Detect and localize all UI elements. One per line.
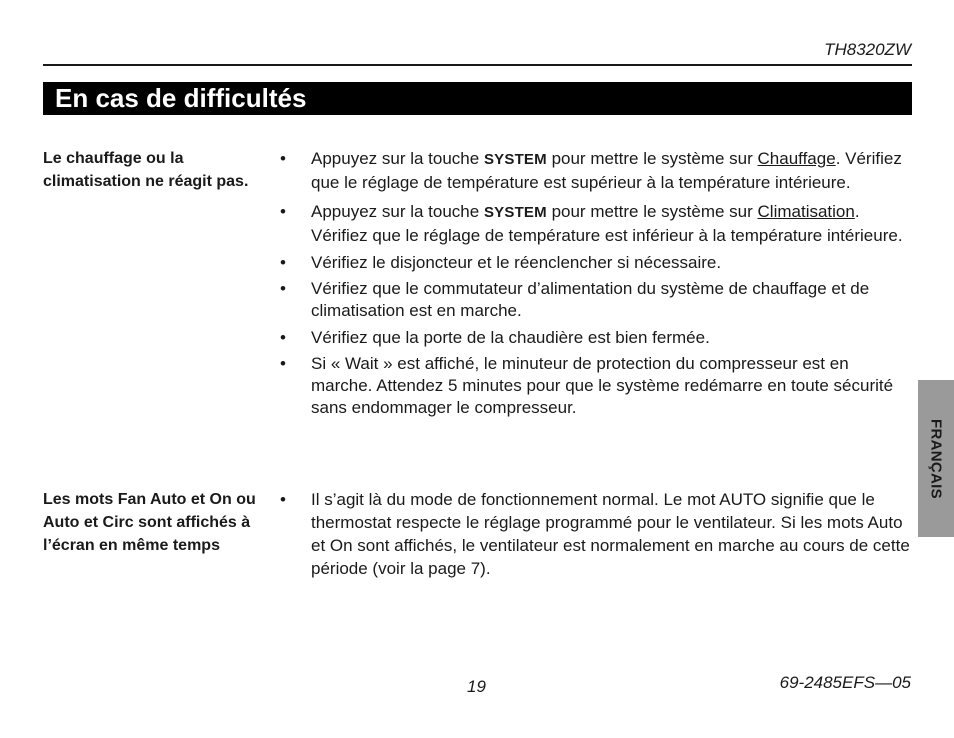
solution-item [280, 147, 912, 194]
bullet-icon: • [280, 354, 286, 373]
document-code: 69-2485EFS—05 [779, 673, 911, 692]
bullet-icon: • [280, 279, 286, 298]
solution-list [280, 147, 912, 419]
page-number: 19 [467, 677, 486, 696]
section-title: En cas de difficultés [55, 83, 307, 113]
solution-list [280, 488, 912, 580]
solution-item [280, 251, 912, 274]
model-number: TH8320ZW [824, 40, 911, 59]
solution-item [280, 200, 912, 247]
mode-name: Climatisation [757, 202, 855, 221]
solution-text-middle: pour mettre le système sur [546, 149, 758, 168]
bullet-icon: • [280, 149, 286, 168]
solution-item [280, 488, 912, 580]
issue-label: Le chauffage ou la climatisation ne réagit pas. [43, 150, 249, 190]
solution-item [280, 326, 912, 349]
solution-text-start: Appuyez sur la touche [311, 202, 484, 221]
issue-label: Les mots Fan Auto et On ou Auto et Circ sont affichés à l’écran en même temps [43, 491, 256, 554]
bullet-icon: • [280, 328, 286, 347]
bullet-icon: • [280, 490, 286, 509]
bullet-icon: • [280, 202, 286, 221]
system-key-label: SYSTEM [483, 151, 547, 168]
solution-text-end: . Vérifiez que le réglage de température est inférieur à la température intérieure. [311, 202, 903, 245]
bullet-icon: • [280, 253, 286, 272]
solution-item [280, 353, 912, 419]
solution-text: Il s’agit là du mode de fonctionnement normal. Le mot AUTO signifie que le thermostat respecte le réglage programmé pour le ventilateur. Si les mots Auto et On sont affichés, le ventilateur est normalement en marche au cours de cette période (voir la page 7). [311, 490, 910, 578]
solution-item [280, 278, 912, 322]
solution-text: Si « Wait » est affiché, le minuteur de protection du compresseur est en marche. Attendez 5 minutes pour que le système redémarre en toute sécurité sans endommager le compresseur. [311, 354, 894, 417]
solution-text-start: Appuyez sur la touche [311, 149, 484, 168]
language-tab [918, 380, 954, 537]
solution-text: Vérifiez que le commutateur d’alimentation du système de chauffage et de climatisation est en marche. [311, 279, 870, 320]
solution-text: Vérifiez que la porte de la chaudière est bien fermée. [311, 328, 710, 347]
system-key-label: SYSTEM [483, 204, 547, 221]
header-rule [43, 64, 912, 66]
language-tab-label: FRANÇAIS [927, 418, 945, 499]
mode-name: Chauffage [757, 149, 836, 168]
solution-text-end: . Vérifiez que le réglage de température est supérieur à la température intérieure. [311, 149, 902, 192]
solution-text: Vérifiez le disjoncteur et le réenclencher si nécessaire. [311, 253, 722, 272]
section-title-bar [43, 82, 912, 115]
solution-text-middle: pour mettre le système sur [546, 202, 758, 221]
